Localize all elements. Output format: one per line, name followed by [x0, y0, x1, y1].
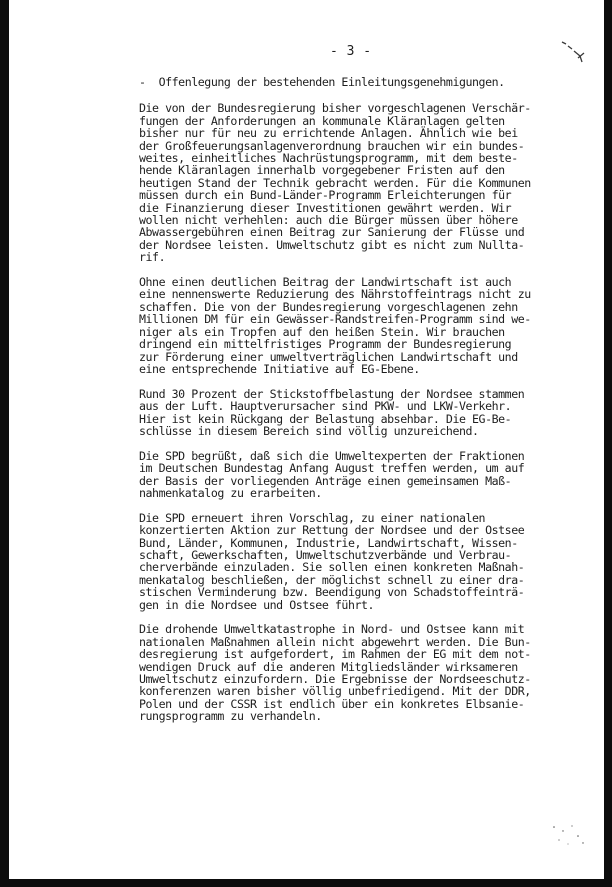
paragraph	[139, 102, 559, 263]
text-line: eine nennenswerte Reduzierung des Nährstoffeintrags nicht zu	[139, 287, 531, 302]
paragraph-list	[139, 102, 559, 722]
text-line: der Basis der vorliegenden Anträge einen gemeinsamen Maß-	[139, 473, 512, 488]
text-line: rungsprogramm zu verhandeln.	[139, 709, 322, 724]
text-line: weites, einheitliches Nachrüstungsprogramm, mit dem beste-	[139, 151, 518, 166]
text-line: Abwassergebühren einen Beitrag zur Sanierung der Flüsse und	[139, 225, 525, 240]
text-line: wendigen Druck auf die anderen Mitgliedsländer wirksameren	[139, 659, 518, 674]
text-line: konferenzen waren bisher völlig unbefriedigend. Mit der DDR,	[139, 684, 531, 699]
text-line: dringend ein mittelfristiges Programm der Bundesregierung	[139, 337, 512, 352]
scan-border-right	[604, 0, 612, 887]
text-line: Umweltschutz einzufordern. Die Ergebnisse der Nordseeschutz-	[139, 672, 531, 687]
text-line: wollen nicht verhehlen: auch die Bürger müssen über höhere	[139, 213, 518, 228]
text-line: die Finanzierung dieser Investitionen gewährt werden. Wir	[139, 200, 512, 215]
scan-border-left	[0, 0, 9, 887]
text-line: Rund 30 Prozent der Stickstoffbelastung der Nordsee stammen	[139, 386, 525, 401]
text-line: nahmenkatalog zu erarbeiten.	[139, 485, 322, 500]
paragraph	[139, 450, 559, 500]
page-number: - 3 -	[330, 44, 372, 59]
text-line: desregierung ist aufgefordert, im Rahmen der EG mit dem not-	[139, 647, 531, 662]
paragraph	[139, 388, 559, 438]
text-line: hende Kläranlagen innerhalb vorgegebener Fristen auf den	[139, 163, 505, 178]
scan-border-bottom	[0, 879, 612, 887]
scan-artifact-mark	[560, 38, 588, 64]
text-line: konzertierten Aktion zur Rettung der Nordsee und der Ostsee	[139, 523, 525, 538]
text-line: Millionen DM für ein Gewässer-Randstreifen-Programm sind we-	[139, 312, 531, 327]
text-line: im Deutschen Bundestag Anfang August treffen werden, um auf	[139, 461, 525, 476]
text-line: fungen der Anforderungen an kommunale Kläranlagen gelten	[139, 113, 505, 128]
text-line: rif.	[139, 250, 166, 265]
text-line: gen in die Nordsee und Ostsee führt.	[139, 597, 375, 612]
paragraph	[139, 512, 559, 611]
text-line: bisher nur für neu zu errichtende Anlagen. Ähnlich wie bei	[139, 126, 518, 141]
text-line: Polen und der CSSR ist endlich über ein konkretes Elbsanie-	[139, 696, 525, 711]
text-line: schaft, Gewerkschaften, Umweltschutzverbände und Verbrau-	[139, 547, 512, 562]
text-line: Die SPD erneuert ihren Vorschlag, zu einer nationalen	[139, 510, 486, 525]
body-text	[139, 76, 559, 735]
scan-artifact-dots	[548, 822, 588, 848]
text-line: niger als ein Tropfen auf den heißen Stein. Wir brauchen	[139, 324, 505, 339]
text-line: Die drohende Umweltkatastrophe in Nord- und Ostsee kann mit	[139, 622, 525, 637]
text-line: Ohne einen deutlichen Beitrag der Landwirtschaft ist auch	[139, 275, 512, 290]
text-line: schlüsse in diesem Bereich sind völlig unzureichend.	[139, 423, 479, 438]
text-line: Hier ist kein Rückgang der Belastung absehbar. Die EG-Be-	[139, 411, 512, 426]
text-line: schaffen. Die von der Bundesregierung vorgeschlagenen zehn	[139, 299, 518, 314]
text-line: Die von der Bundesregierung bisher vorgeschlagenen Verschär-	[139, 101, 531, 116]
text-line: menkatalog beschließen, der möglichst schnell zu einer dra-	[139, 572, 525, 587]
bullet-item: - Offenlegung der bestehenden Einleitungsgenehmigungen.	[139, 75, 505, 89]
text-line: aus der Luft. Hauptverursacher sind PKW- und LKW-Verkehr.	[139, 399, 512, 414]
paragraph	[139, 276, 559, 375]
text-line: heutigen Stand der Technik gebracht werden. Für die Kommunen	[139, 175, 531, 190]
text-line: der Nordsee leisten. Umweltschutz gibt es nicht zum Nullta-	[139, 237, 525, 252]
text-line: cherverbände einzuladen. Sie sollen einen konkreten Maßnah-	[139, 560, 525, 575]
text-line: eine entsprechende Initiative auf EG-Ebene.	[139, 361, 420, 376]
paragraph	[139, 623, 559, 722]
text-line: müssen durch ein Bund-Länder-Programm Erleichterungen für	[139, 188, 512, 203]
text-line: Bund, Länder, Kommunen, Industrie, Landwirtschaft, Wissen-	[139, 535, 518, 550]
text-line: der Großfeuerungsanlagenverordnung brauchen wir ein bundes-	[139, 138, 525, 153]
text-line: nationalen Maßnahmen allein nicht abgewehrt werden. Die Bun-	[139, 634, 531, 649]
text-line: Die SPD begrüßt, daß sich die Umweltexperten der Fraktionen	[139, 448, 525, 463]
text-line: zur Förderung einer umweltverträglichen Landwirtschaft und	[139, 349, 518, 364]
text-line: stischen Verminderung bzw. Beendigung von Schadstoffeinträ-	[139, 585, 525, 600]
